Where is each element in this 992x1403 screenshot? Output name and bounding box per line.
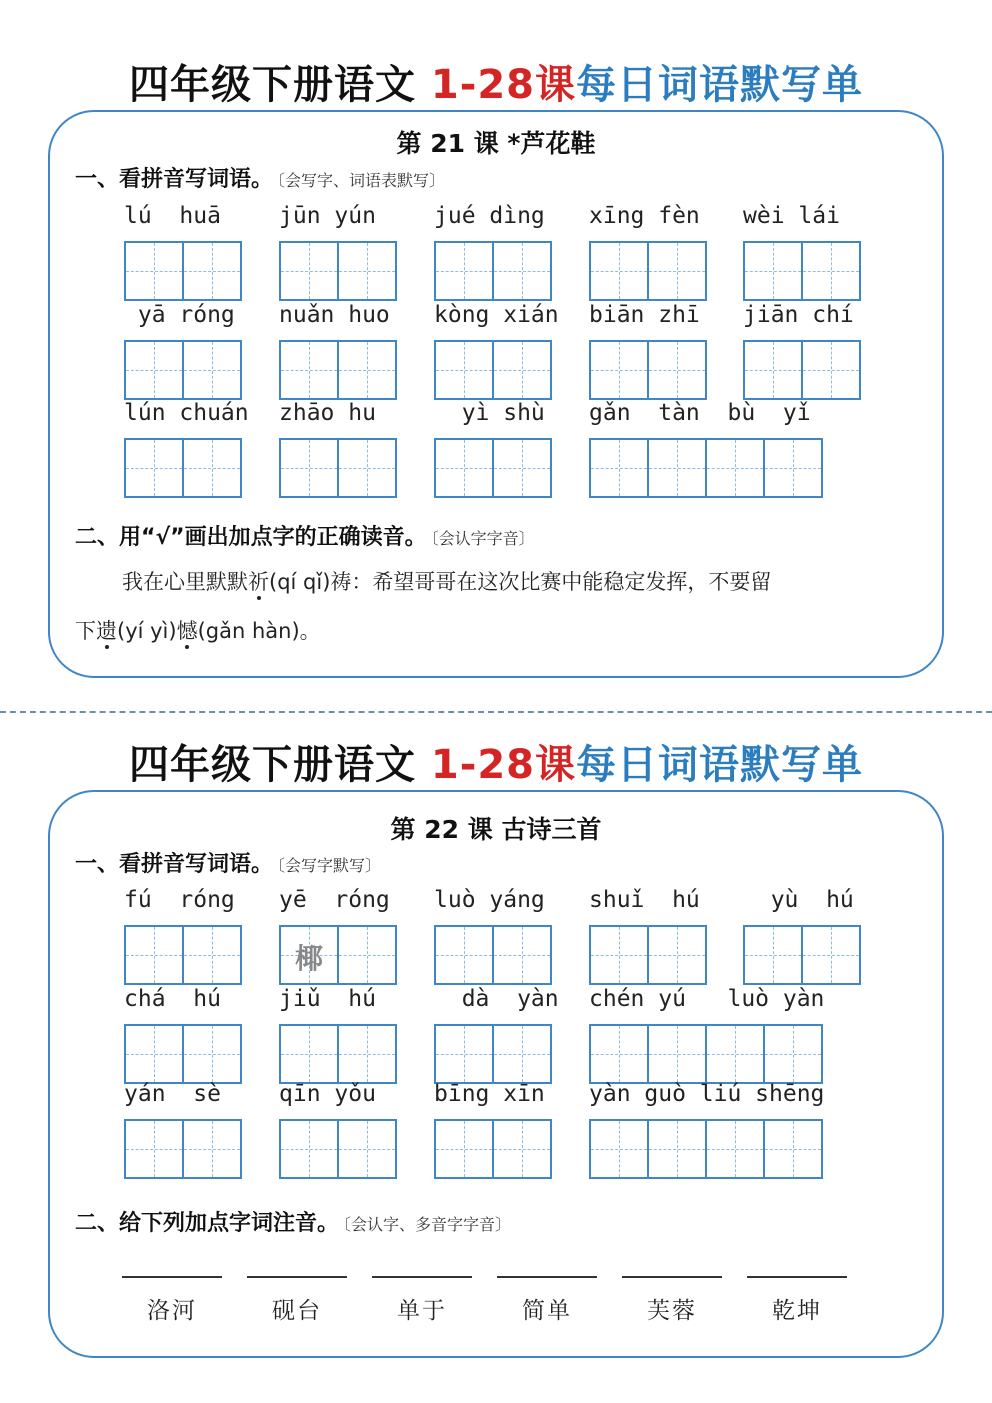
writing-cell[interactable]: [492, 241, 552, 301]
writing-boxes: [434, 1024, 550, 1084]
answer-line[interactable]: [247, 1276, 347, 1278]
answer-word: 简单: [522, 1298, 572, 1324]
answer-line[interactable]: [122, 1276, 222, 1278]
writing-boxes: [279, 1119, 395, 1179]
writing-cell[interactable]: [763, 1119, 823, 1179]
writing-cell[interactable]: [124, 340, 184, 400]
writing-cell[interactable]: [279, 1024, 339, 1084]
writing-cell[interactable]: [801, 925, 861, 985]
sheet2-title: [0, 740, 992, 790]
writing-boxes: [434, 925, 550, 985]
writing-cell[interactable]: [492, 925, 552, 985]
writing-cell[interactable]: [124, 925, 184, 985]
answer-word: 单于: [397, 1298, 447, 1324]
writing-cell[interactable]: [705, 1024, 765, 1084]
pinyin: luò yáng: [434, 887, 545, 913]
pinyin: nuǎn huo: [279, 302, 390, 328]
pinyin: zhāo hu: [279, 400, 376, 426]
sheet1-paragraph-line1: [122, 566, 771, 596]
dotted-char: 遗: [96, 619, 117, 643]
writing-cell[interactable]: [434, 1119, 494, 1179]
cut-line: [0, 711, 992, 713]
writing-cell[interactable]: [182, 1024, 242, 1084]
writing-cell[interactable]: [279, 438, 339, 498]
pinyin: xīng fèn: [589, 203, 700, 229]
writing-boxes: [434, 241, 550, 301]
title-part: 1-28: [430, 62, 536, 108]
writing-cell[interactable]: [434, 438, 494, 498]
writing-cell[interactable]: [705, 438, 765, 498]
pinyin: yù hú: [743, 887, 854, 913]
answer-item: [497, 1276, 597, 1325]
writing-cell[interactable]: [182, 438, 242, 498]
writing-cell[interactable]: [492, 1119, 552, 1179]
writing-cell[interactable]: [337, 1119, 397, 1179]
writing-cell[interactable]: [124, 1119, 184, 1179]
writing-cell[interactable]: [279, 241, 339, 301]
sample-char: 椰: [294, 942, 323, 975]
writing-cell[interactable]: [434, 1024, 494, 1084]
pinyin: chén yú luò yàn: [589, 986, 825, 1012]
writing-cell[interactable]: [337, 925, 397, 985]
sheet1-paragraph-line2: [75, 615, 321, 645]
writing-boxes: [124, 438, 240, 498]
writing-cell[interactable]: [705, 1119, 765, 1179]
section-note: 〔会写字默写〕: [277, 856, 382, 875]
writing-boxes: [279, 241, 395, 301]
answer-line[interactable]: [372, 1276, 472, 1278]
writing-boxes: [589, 1119, 821, 1179]
writing-boxes: [589, 241, 705, 301]
writing-cell[interactable]: [279, 925, 339, 985]
writing-boxes: [279, 925, 395, 985]
pinyin: qīn yǒu: [279, 1081, 376, 1107]
writing-cell[interactable]: [279, 340, 339, 400]
pinyin: chá hú: [124, 986, 221, 1012]
writing-boxes: [434, 438, 550, 498]
pinyin: lún chuán: [124, 400, 249, 426]
pinyin: gǎn tàn bù yǐ: [589, 400, 811, 426]
writing-cell[interactable]: [589, 1119, 649, 1179]
title-part: 每日词语默写单: [576, 742, 864, 788]
title-part: 1-28: [430, 742, 536, 788]
writing-cell[interactable]: [124, 241, 184, 301]
text: (qí qǐ)祷：希望哥哥在这次比赛中能稳定发挥，不要留: [269, 570, 772, 594]
sheet1-section2-heading: [75, 520, 535, 551]
writing-cell[interactable]: [801, 241, 861, 301]
answer-word: 砚台: [272, 1298, 322, 1324]
writing-cell[interactable]: [589, 438, 649, 498]
pinyin: yā róng: [124, 302, 235, 328]
sheet1-lesson-title: 第 21 课 *芦花鞋: [396, 129, 596, 158]
answer-item: [622, 1276, 722, 1325]
writing-boxes: [743, 241, 859, 301]
section-label: 一、看拼音写词语。: [75, 167, 274, 192]
pinyin: biān zhī: [589, 302, 700, 328]
sheet1-title: [0, 60, 992, 110]
writing-cell[interactable]: [434, 241, 494, 301]
pinyin: kòng xián: [434, 302, 559, 328]
writing-cell[interactable]: [743, 340, 803, 400]
writing-boxes: [434, 1119, 550, 1179]
writing-cell[interactable]: [763, 438, 823, 498]
section-note: 〔会认字、多音字字音〕: [343, 1215, 512, 1234]
pinyin: jué dìng: [434, 203, 545, 229]
writing-boxes: [124, 925, 240, 985]
text: 我在心里默默: [122, 570, 248, 594]
answer-line[interactable]: [747, 1276, 847, 1278]
writing-boxes: [279, 1024, 395, 1084]
writing-cell[interactable]: [647, 1119, 707, 1179]
answer-item: [747, 1276, 847, 1325]
writing-cell[interactable]: [124, 438, 184, 498]
title-part: 课: [535, 62, 577, 108]
pinyin: yì shù: [434, 400, 545, 426]
writing-boxes: [124, 1119, 240, 1179]
writing-cell[interactable]: [589, 241, 649, 301]
title-part: 四年级下册语文: [128, 742, 416, 788]
writing-boxes: [124, 241, 240, 301]
dotted-char: 祈: [248, 570, 269, 594]
writing-boxes: [279, 340, 395, 400]
pinyin: lú huā: [124, 203, 221, 229]
writing-cell[interactable]: [801, 340, 861, 400]
writing-boxes: [589, 438, 821, 498]
writing-cell[interactable]: [182, 1119, 242, 1179]
writing-cell[interactable]: [182, 241, 242, 301]
writing-boxes: [589, 1024, 821, 1084]
pinyin: jiān chí: [743, 302, 854, 328]
sheet2-lesson-title: 第 22 课 古诗三首: [390, 815, 602, 844]
writing-boxes: [279, 438, 395, 498]
answer-line[interactable]: [622, 1276, 722, 1278]
pinyin: yē róng: [279, 887, 390, 913]
writing-boxes: [743, 925, 859, 985]
title-part: 四年级下册语文: [128, 62, 416, 108]
writing-cell[interactable]: [647, 1024, 707, 1084]
writing-cell[interactable]: [434, 925, 494, 985]
writing-cell[interactable]: [492, 438, 552, 498]
answer-word: 乾坤: [772, 1298, 822, 1324]
pinyin: jūn yún: [279, 203, 376, 229]
writing-boxes: [589, 925, 705, 985]
answer-item: [122, 1276, 222, 1325]
writing-boxes: [124, 340, 240, 400]
writing-cell[interactable]: [337, 1024, 397, 1084]
writing-cell[interactable]: [763, 1024, 823, 1084]
pinyin: bīng xīn: [434, 1081, 545, 1107]
text: 下: [75, 619, 96, 643]
pinyin: fú róng: [124, 887, 235, 913]
answer-line[interactable]: [497, 1276, 597, 1278]
answer-word: 洛河: [147, 1298, 197, 1324]
writing-cell[interactable]: [124, 1024, 184, 1084]
writing-cell[interactable]: [492, 340, 552, 400]
dotted-char: 憾: [176, 619, 198, 643]
writing-cell[interactable]: [589, 340, 649, 400]
pinyin: dà yàn: [434, 986, 559, 1012]
writing-cell[interactable]: [647, 925, 707, 985]
answer-item: [372, 1276, 472, 1325]
section-label: 二、用“√”画出加点字的正确读音。: [75, 525, 427, 550]
section-note: 〔会写字、词语表默写〕: [277, 171, 446, 190]
text: (gǎn hàn)。: [197, 619, 321, 643]
writing-cell[interactable]: [647, 340, 707, 400]
sheet2-section1-heading: [75, 847, 381, 878]
writing-cell[interactable]: [589, 1024, 649, 1084]
writing-boxes: [434, 340, 550, 400]
writing-cell[interactable]: [589, 925, 649, 985]
writing-cell[interactable]: [647, 438, 707, 498]
writing-cell[interactable]: [743, 241, 803, 301]
answer-word: 芙蓉: [647, 1298, 697, 1324]
pinyin: shuǐ hú: [589, 887, 700, 913]
writing-cell[interactable]: [434, 340, 494, 400]
writing-boxes: [743, 340, 859, 400]
answer-item: [247, 1276, 347, 1325]
section-label: 二、给下列加点字词注音。: [75, 1211, 340, 1236]
title-part: 课: [535, 742, 577, 788]
writing-cell[interactable]: [337, 241, 397, 301]
writing-cell[interactable]: [182, 340, 242, 400]
writing-cell[interactable]: [182, 925, 242, 985]
sheet1-section1-heading: [75, 162, 445, 193]
pinyin: jiǔ hú: [279, 986, 376, 1012]
section-label: 一、看拼音写词语。: [75, 852, 274, 877]
sheet2-section2-heading: [75, 1206, 511, 1237]
writing-cell[interactable]: [337, 340, 397, 400]
writing-cell[interactable]: [647, 241, 707, 301]
writing-cell[interactable]: [279, 1119, 339, 1179]
pinyin: yán sè: [124, 1081, 221, 1107]
writing-boxes: [589, 340, 705, 400]
pinyin: wèi lái: [743, 203, 840, 229]
writing-boxes: [124, 1024, 240, 1084]
writing-cell[interactable]: [743, 925, 803, 985]
writing-cell[interactable]: [337, 438, 397, 498]
writing-cell[interactable]: [492, 1024, 552, 1084]
section-note: 〔会认字字音〕: [430, 529, 535, 548]
title-part: 每日词语默写单: [576, 62, 864, 108]
text: (yí yì): [117, 619, 177, 643]
pinyin: yàn guò liú shēng: [589, 1081, 825, 1107]
